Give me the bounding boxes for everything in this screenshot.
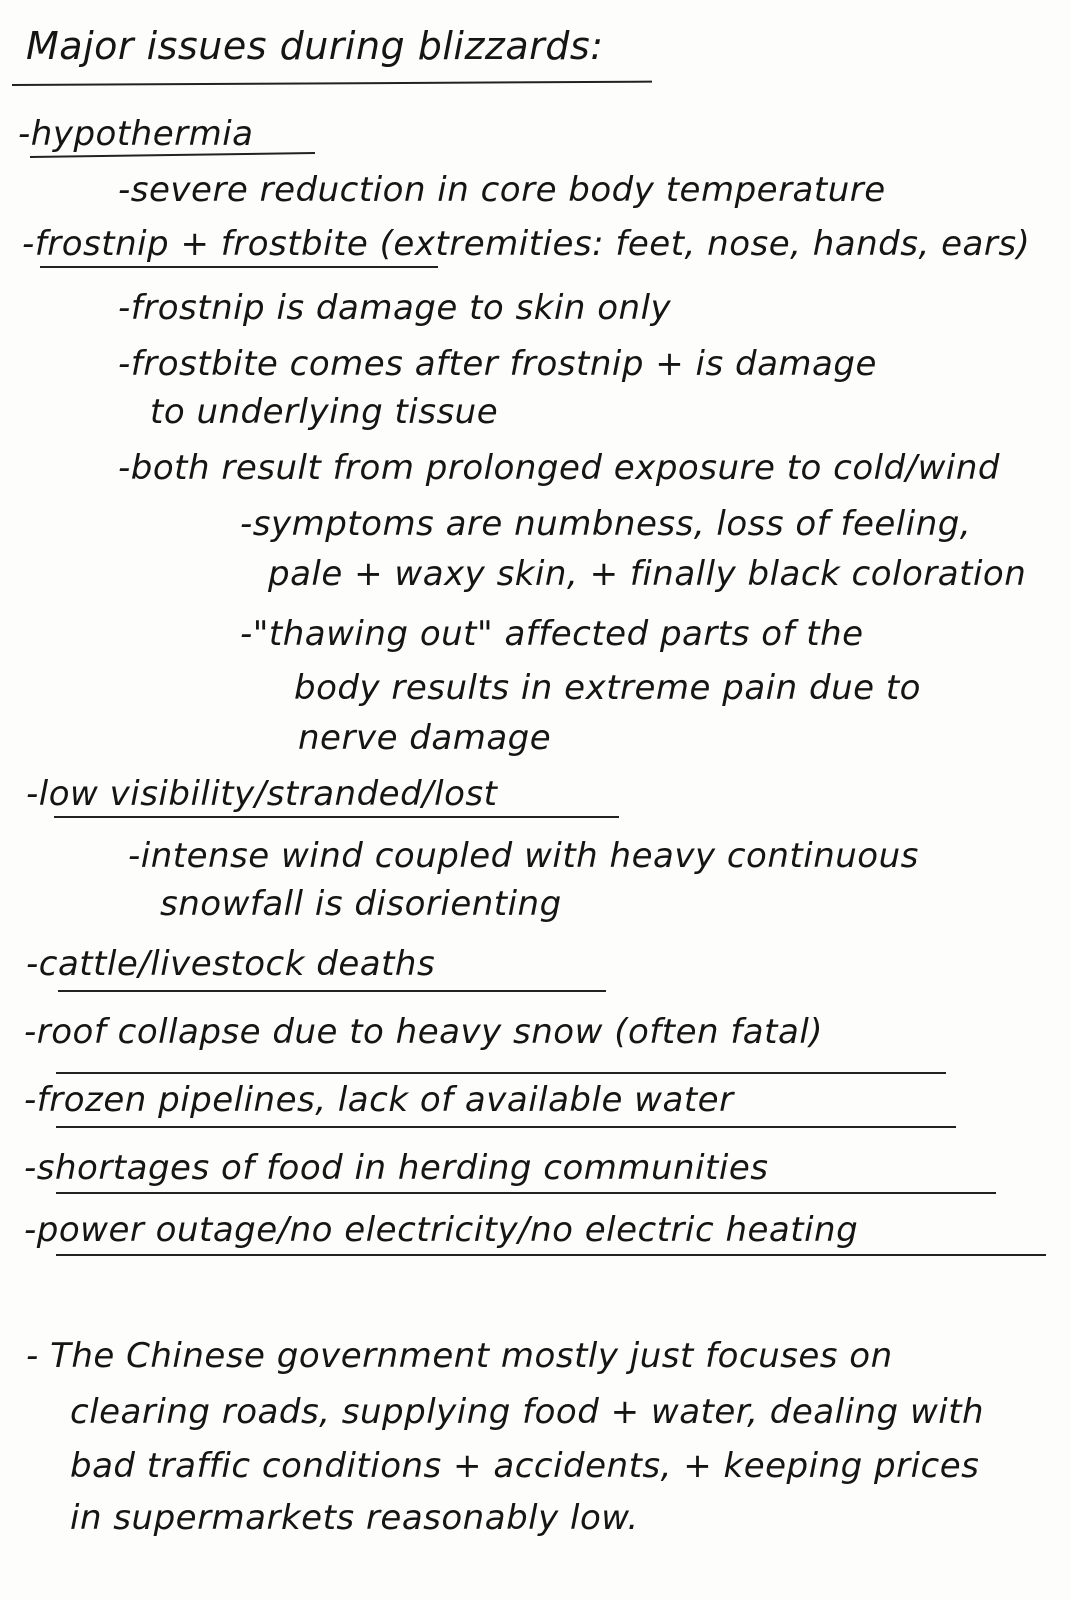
note-line-13: -low visibility/stranded/lost	[26, 774, 498, 814]
title-underline	[12, 81, 652, 86]
note-line-10: -"thawing out" affected parts of the	[240, 614, 864, 654]
note-line-19: -shortages of food in herding communities	[24, 1148, 769, 1188]
note-line-8: -symptoms are numbness, loss of feeling,	[240, 504, 972, 544]
underline-low-visibility	[54, 816, 619, 818]
note-line-3: -frostnip + frostbite (extremities: feet, nose, hands, ears)	[22, 224, 1031, 264]
note-line-1: -hypothermia	[18, 114, 254, 154]
note-line-12: nerve damage	[298, 718, 552, 758]
page-title: Major issues during blizzards:	[26, 24, 604, 68]
underline-cattle	[58, 990, 606, 992]
underline-frozen-pipelines	[56, 1126, 956, 1128]
note-line-11: body results in extreme pain due to	[294, 668, 921, 708]
note-line-20: -power outage/no electricity/no electric heating	[24, 1210, 859, 1250]
note-line-2: -severe reduction in core body temperature	[118, 170, 886, 210]
note-line-7: -both result from prolonged exposure to cold/wind	[118, 448, 1001, 488]
note-line-9: pale + waxy skin, + finally black coloration	[268, 554, 1027, 594]
note-line-24: in supermarkets reasonably low.	[70, 1498, 639, 1538]
note-line-15: snowfall is disorienting	[160, 884, 562, 924]
note-line-6: to underlying tissue	[150, 392, 499, 432]
note-line-23: bad traffic conditions + accidents, + keeping prices	[70, 1446, 980, 1486]
underline-roof-collapse	[56, 1072, 946, 1074]
underline-power-outage	[56, 1254, 1046, 1256]
note-line-4: -frostnip is damage to skin only	[118, 288, 672, 328]
note-line-14: -intense wind coupled with heavy continuous	[128, 836, 919, 876]
note-line-18: -frozen pipelines, lack of available water	[24, 1080, 734, 1120]
underline-shortages	[56, 1192, 996, 1194]
note-line-5: -frostbite comes after frostnip + is damage	[118, 344, 877, 384]
underline-frostnip-frostbite	[40, 266, 438, 268]
note-line-16: -cattle/livestock deaths	[26, 944, 436, 984]
note-line-21: - The Chinese government mostly just focuses on	[26, 1336, 893, 1376]
note-line-22: clearing roads, supplying food + water, dealing with	[70, 1392, 985, 1432]
note-line-17: -roof collapse due to heavy snow (often fatal)	[24, 1012, 824, 1052]
